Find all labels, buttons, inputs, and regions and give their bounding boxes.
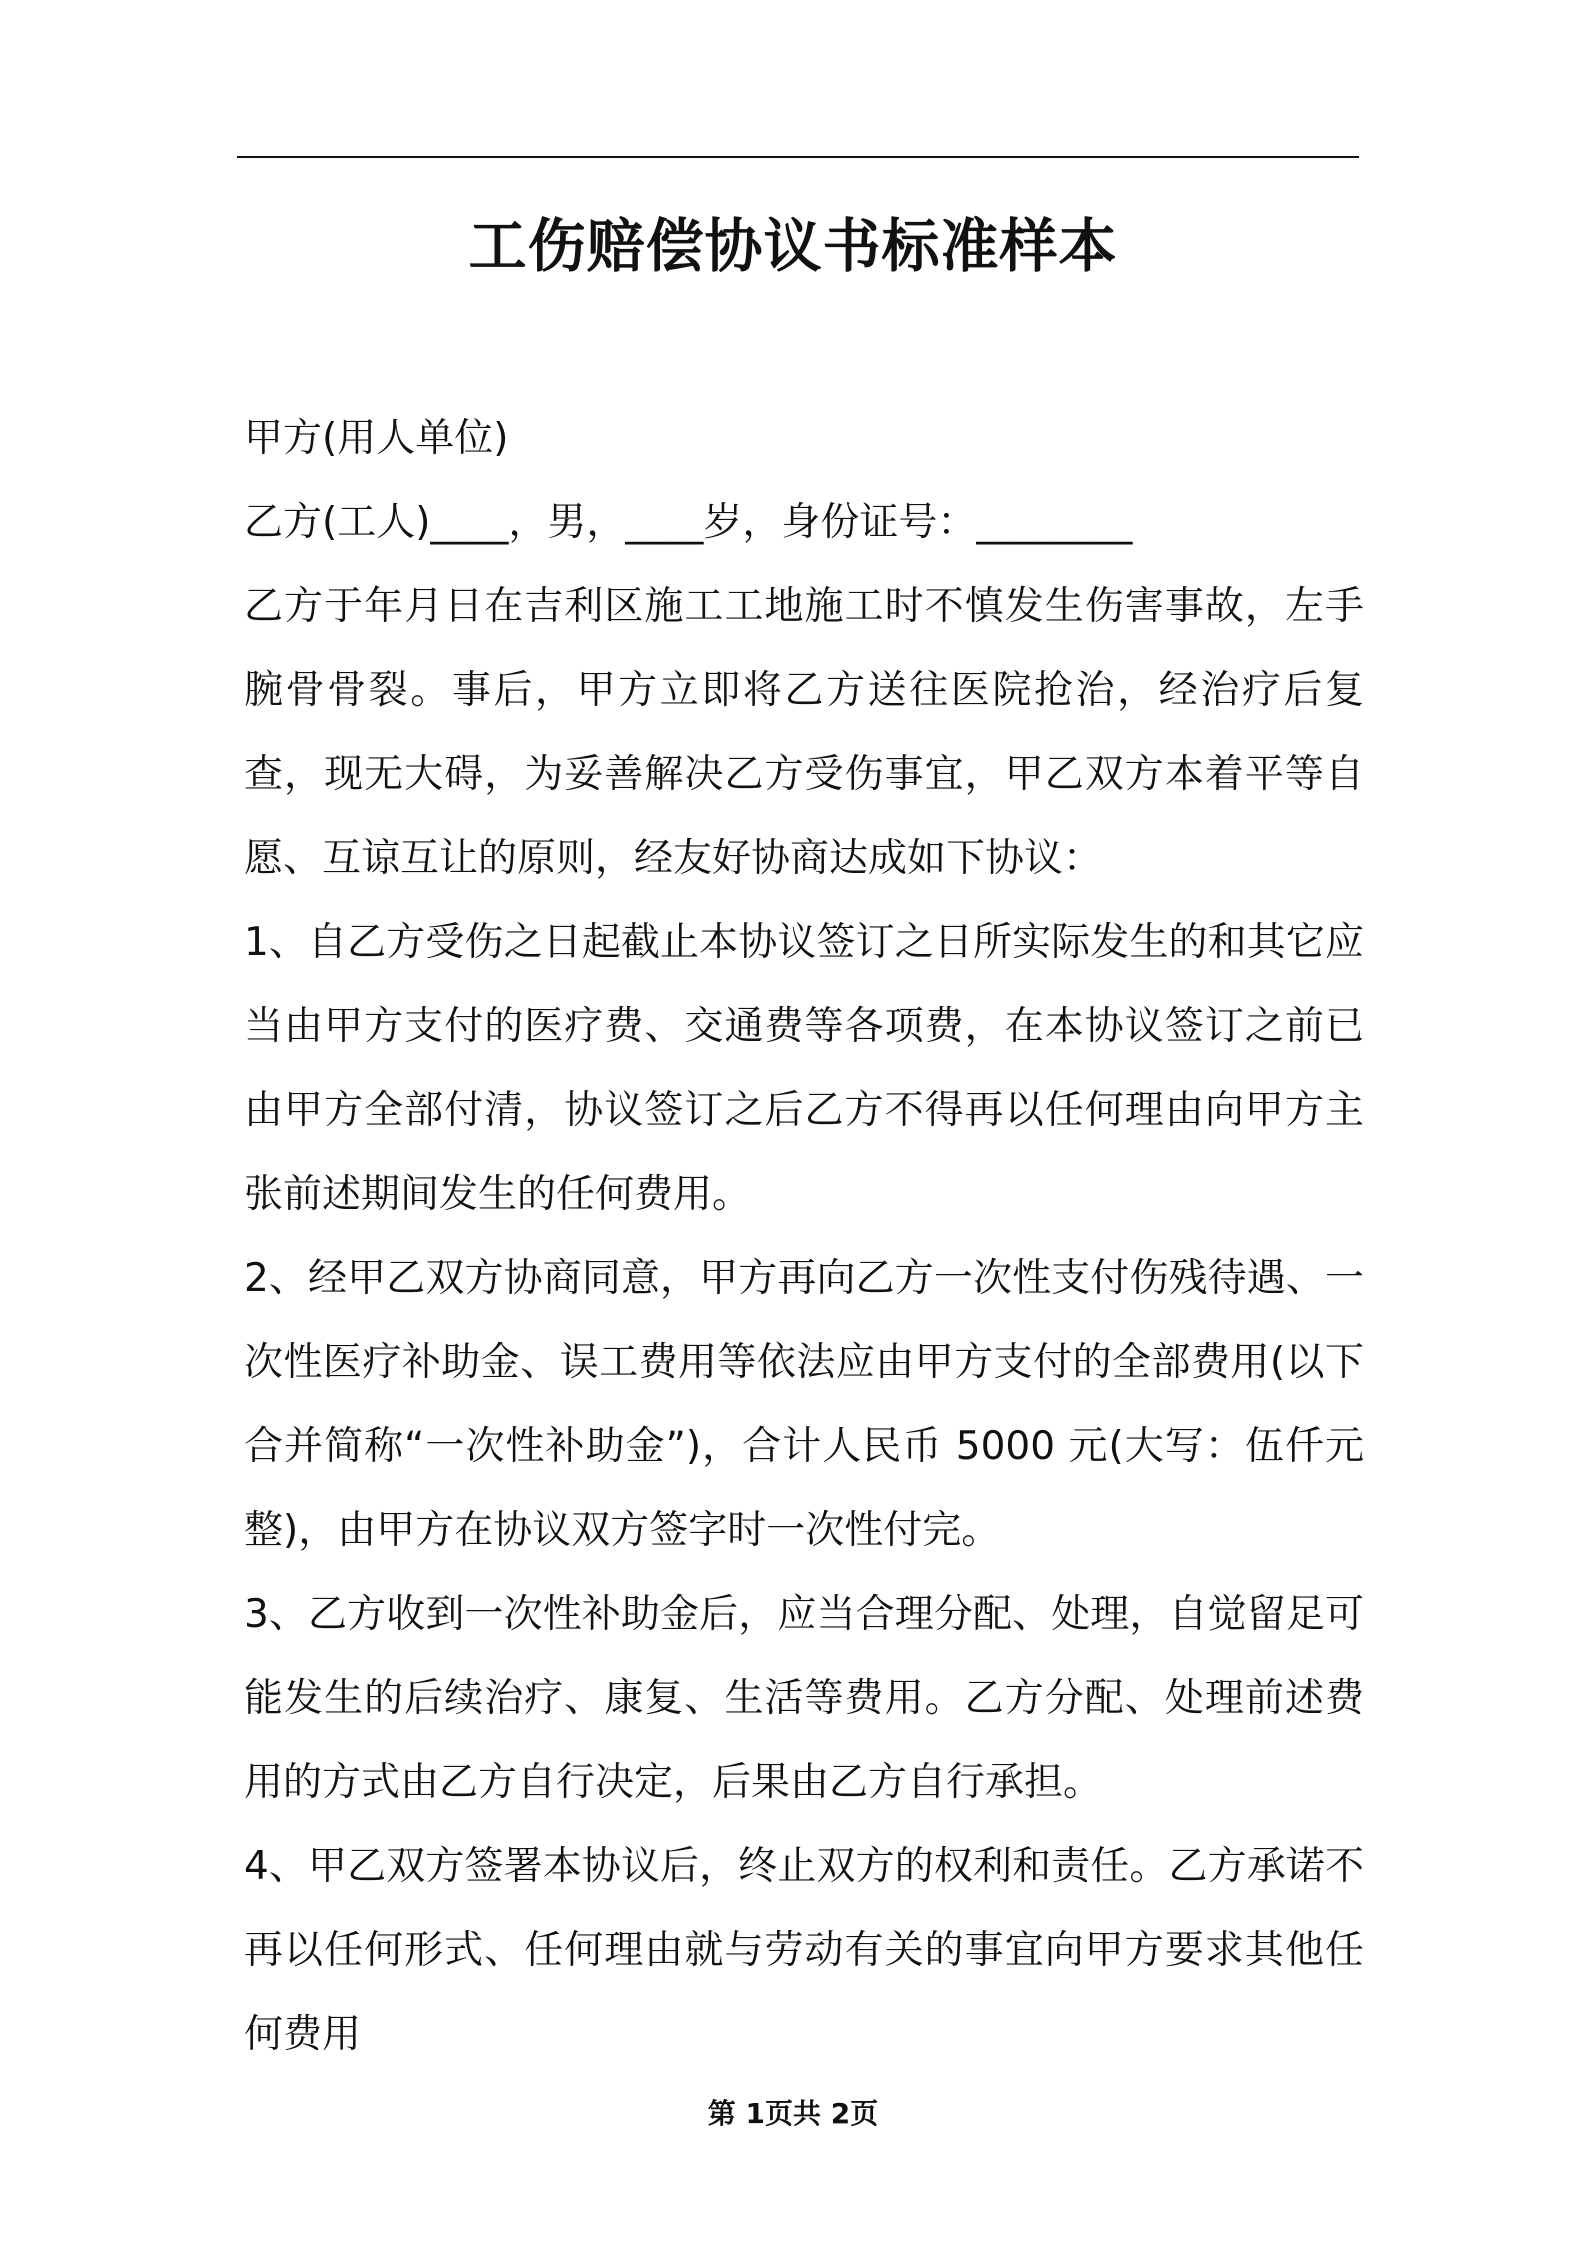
header-rule xyxy=(237,156,1359,158)
clause-1: 1、自乙方受伤之日起截止本协议签订之日所实际发生的和其它应当由甲方支付的医疗费、交通费等各项费，在本协议签订之前已由甲方全部付清，协议签订之后乙方不得再以任何理由向甲方主张前述期间发生的任何费用。 xyxy=(244,920,1364,1217)
document-title: 工伤赔偿协议书标准样本 xyxy=(468,212,1118,280)
incident-paragraph: 乙方于年月日在吉利区施工工地施工时不慎发生伤害事故，左手腕骨骨裂。事后，甲方立即将乙方送往医院抢治，经治疗后复查，现无大碍，为妥善解决乙方受伤事宜，甲乙双方本着平等自愿、互谅互让的原则，经友好协商达成如下协议： xyxy=(244,584,1364,881)
document-body xyxy=(244,397,1364,2077)
page-number-footer: 第 1页共 2页 xyxy=(707,2097,879,2130)
clause-4: 4、甲乙双方签署本协议后，终止双方的权利和责任。乙方承诺不再以任何形式、任何理由就与劳动有关的事宜向甲方要求其他任何费用 xyxy=(244,1844,1364,2057)
party-b-line: 乙方(工人)____，男，____岁，身份证号：________ xyxy=(244,500,1133,545)
party-a-line: 甲方(用人单位) xyxy=(244,416,509,461)
clause-3: 3、乙方收到一次性补助金后，应当合理分配、处理，自觉留足可能发生的后续治疗、康复、生活等费用。乙方分配、处理前述费用的方式由乙方自行决定，后果由乙方自行承担。 xyxy=(244,1592,1364,1805)
clause-2: 2、经甲乙双方协商同意，甲方再向乙方一次性支付伤残待遇、一次性医疗补助金、误工费用等依法应由甲方支付的全部费用(以下合并简称“一次性补助金”)，合计人民币 5000 元(大写：伍仟元整)，由甲方在协议双方签字时一次性付完。 xyxy=(244,1256,1364,1553)
